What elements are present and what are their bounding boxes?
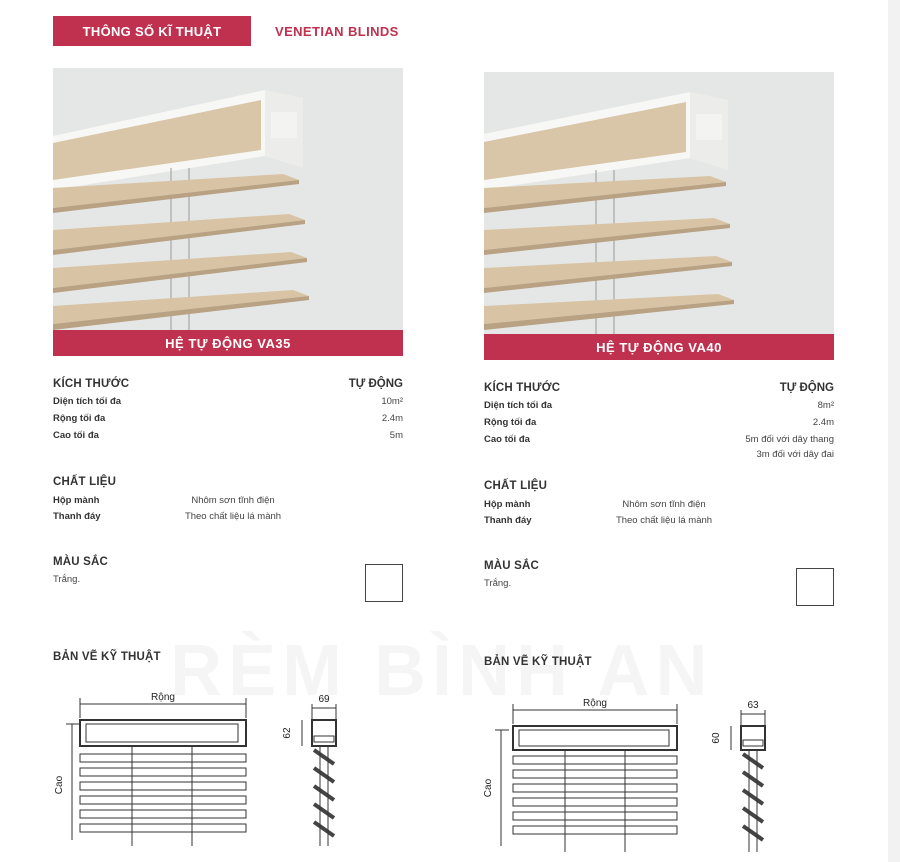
product-va35 — [53, 68, 403, 585]
spec-value: 2.4m — [812, 417, 834, 428]
size-heading: KÍCH THƯỚC — [53, 378, 130, 390]
height-label: Cao — [54, 775, 65, 795]
material-value: Nhôm sơn tĩnh điện — [622, 499, 706, 510]
venetian-blinds-link[interactable]: VENETIAN BLINDS — [275, 24, 399, 39]
color-value: Trắng. — [484, 578, 512, 589]
spec-value: 10m² — [381, 396, 403, 407]
spec-label: Cao tối đa — [53, 430, 99, 441]
depth-dimension: 63 — [747, 700, 759, 711]
material-value: Theo chất liệu lá mành — [184, 511, 282, 522]
width-label: Rộng — [583, 698, 607, 709]
product-va40 — [484, 72, 834, 589]
product-title: HỆ TỰ ĐỘNG VA35 — [53, 330, 403, 356]
technical-drawing-va35 — [50, 690, 350, 850]
size-heading: KÍCH THƯỚC — [484, 382, 561, 394]
box-height-dimension: 60 — [711, 732, 722, 744]
material-label: Hộp mành — [53, 495, 100, 506]
spec-value: 2.4m — [381, 413, 403, 424]
spec-label: Cao tối đa — [484, 434, 530, 445]
depth-dimension: 69 — [318, 694, 330, 705]
material-heading: CHẤT LIỆU — [484, 480, 548, 492]
spec-label: Rộng tối đa — [484, 417, 537, 428]
spec-label: Diện tích tối đa — [484, 400, 553, 411]
spec-label: Diện tích tối đa — [53, 396, 122, 407]
mode-heading: TỰ ĐỘNG — [348, 378, 403, 390]
product-photo — [53, 68, 403, 330]
color-value: Trắng. — [53, 574, 81, 585]
material-value: Theo chất liệu lá mành — [615, 515, 713, 526]
height-label: Cao — [483, 778, 494, 798]
material-label: Thanh đáy — [484, 515, 532, 526]
page-edge-strip — [888, 0, 900, 862]
color-swatch — [365, 564, 403, 602]
color-swatch — [796, 568, 834, 606]
drawing-heading: BẢN VẼ KỸ THUẬT — [484, 656, 592, 668]
color-heading: MÀU SẮC — [484, 560, 540, 572]
tab-technical-specs[interactable]: THÔNG SỐ KĨ THUẬT — [53, 16, 251, 46]
color-heading: MÀU SẮC — [53, 556, 109, 568]
drawing-heading: BẢN VẼ KỸ THUẬT — [53, 651, 161, 663]
spec-label: Rộng tối đa — [53, 413, 106, 424]
material-heading: CHẤT LIỆU — [53, 476, 117, 488]
spec-value: 5m đối với dây thang — [745, 434, 834, 445]
material-value: Nhôm sơn tĩnh điện — [191, 495, 275, 506]
spec-value-extra: 3m đối với dây đai — [756, 449, 834, 460]
product-photo — [484, 72, 834, 334]
mode-heading: TỰ ĐỘNG — [779, 382, 834, 394]
box-height-dimension: 62 — [282, 727, 293, 739]
material-label: Hộp mành — [484, 499, 531, 510]
technical-drawing-va40 — [481, 696, 781, 856]
material-label: Thanh đáy — [53, 511, 101, 522]
spec-value: 8m² — [817, 400, 834, 411]
product-title: HỆ TỰ ĐỘNG VA40 — [484, 334, 834, 360]
spec-value: 5m — [389, 430, 403, 441]
width-label: Rộng — [151, 692, 175, 703]
